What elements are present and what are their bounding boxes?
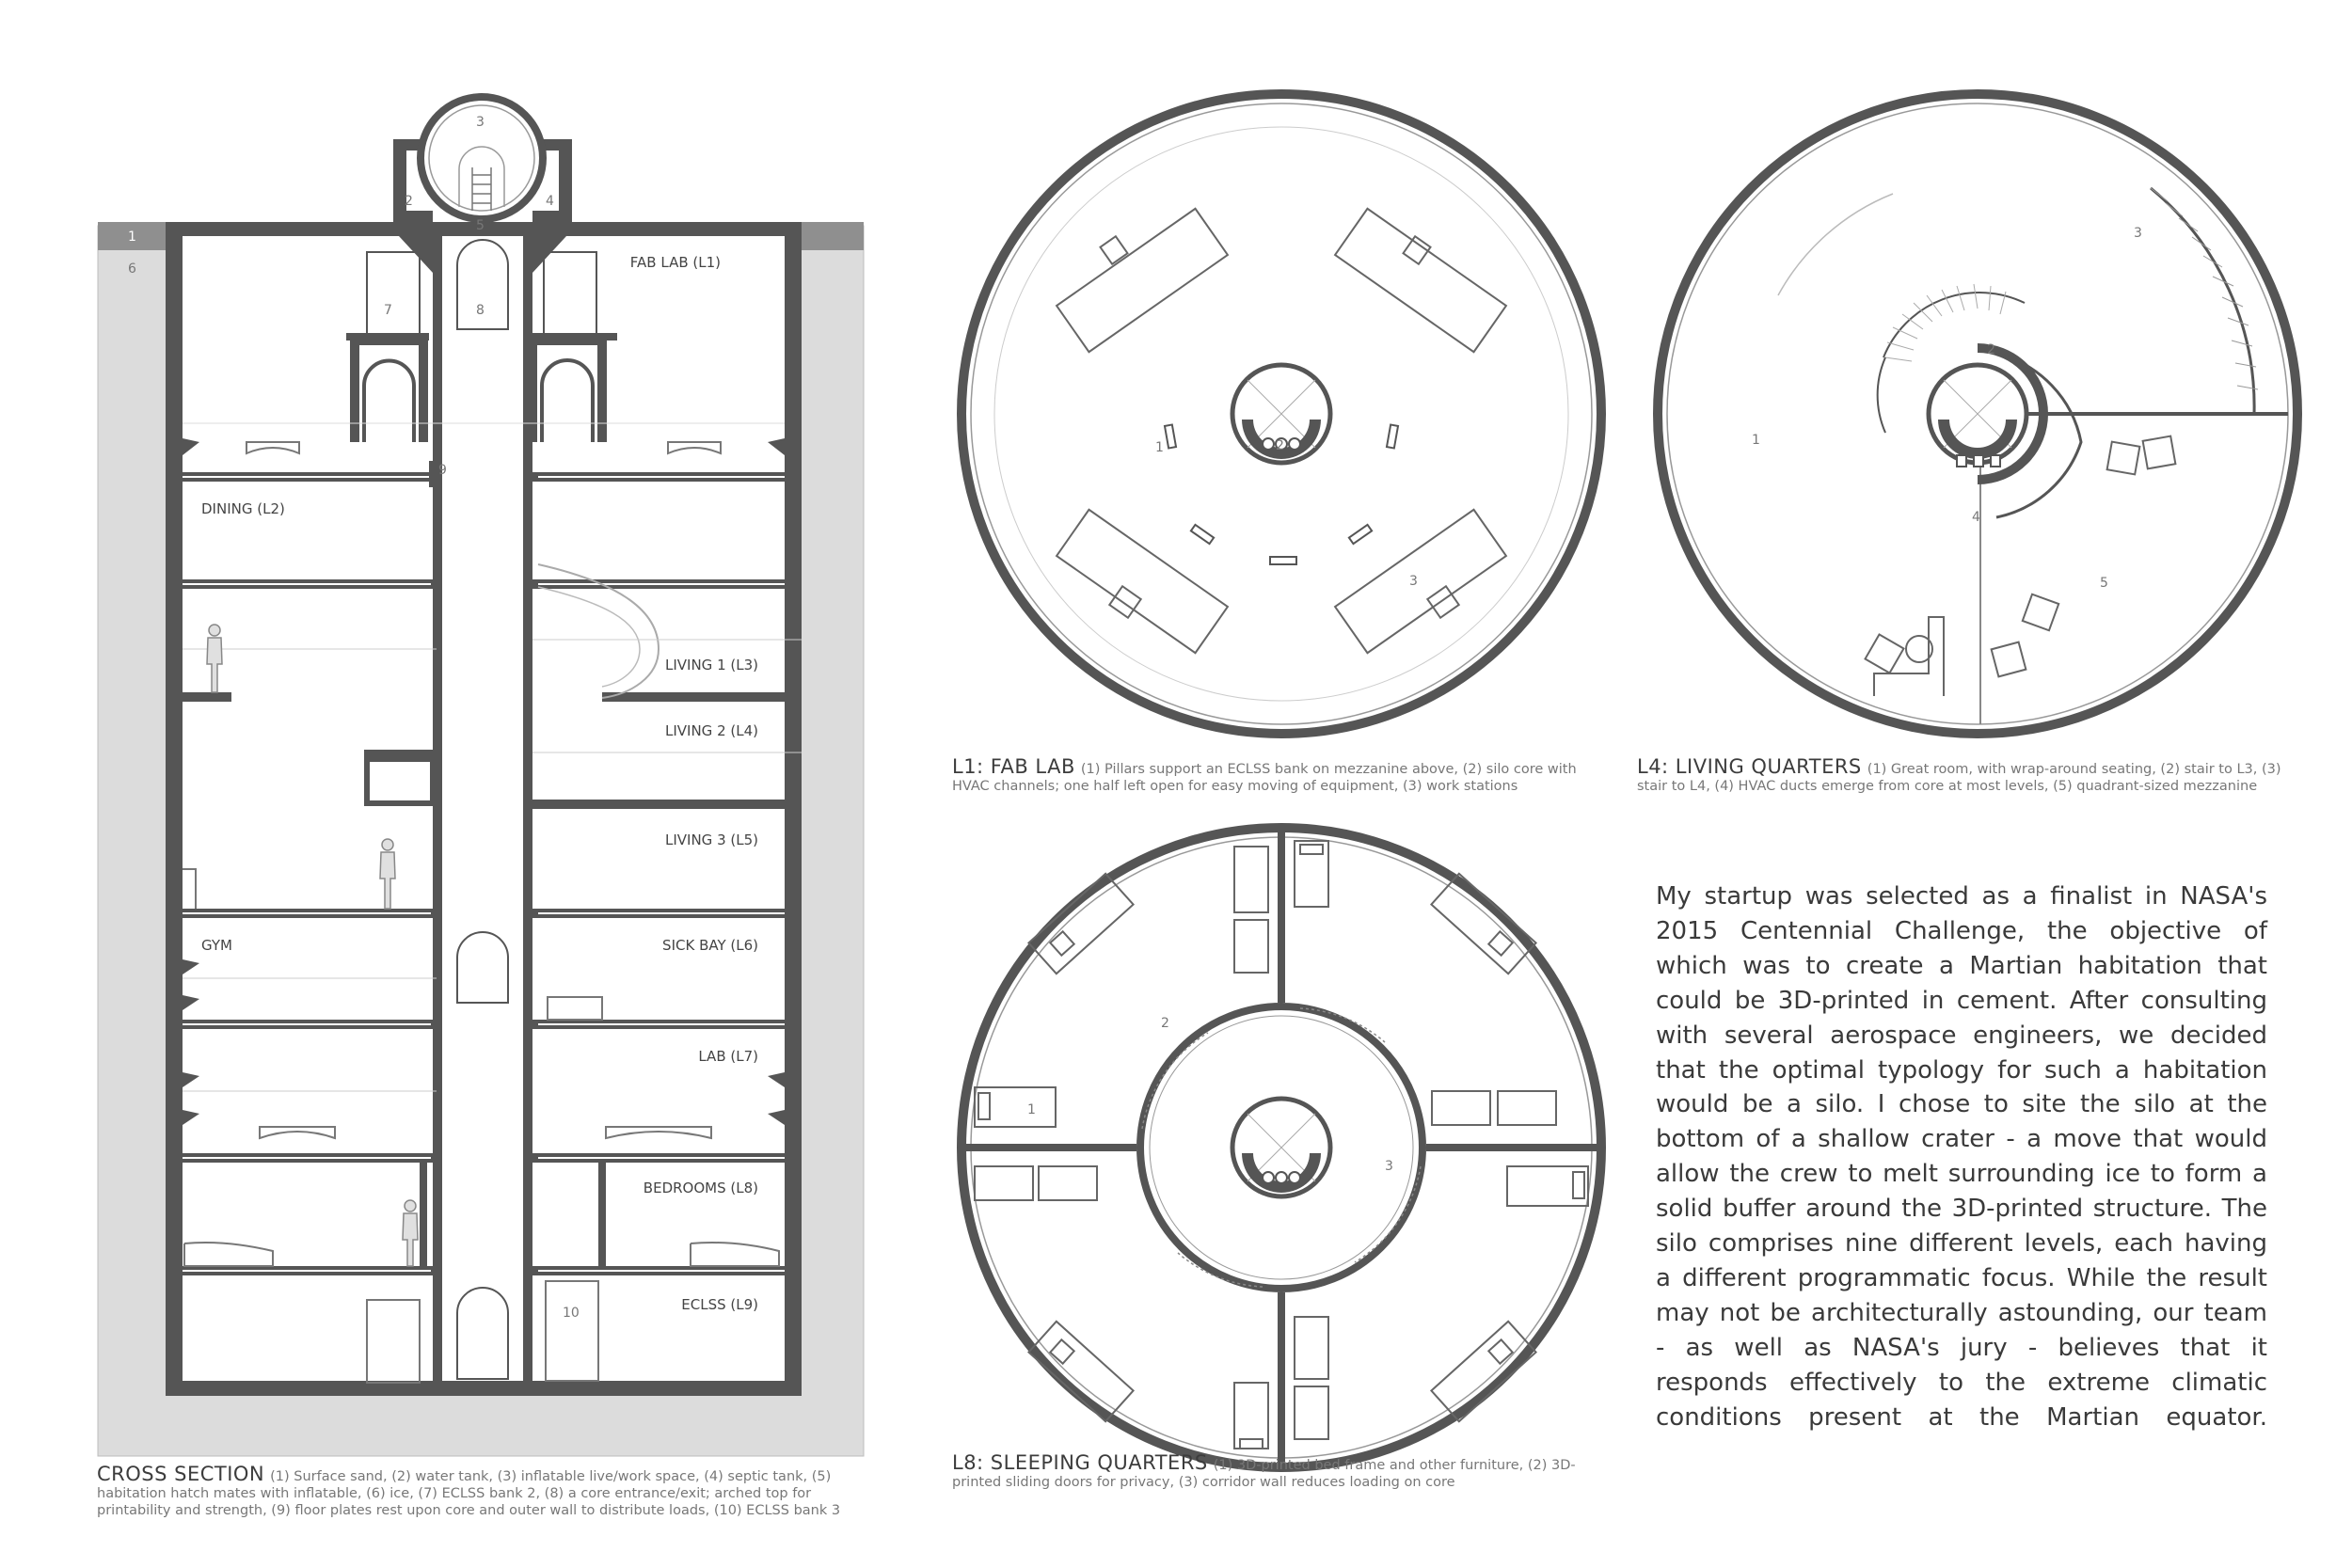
project-description: My startup was selected as a finalist in NASA's 2015 Centennial Challenge, the objective of which was to create a Martian habitation that could be 3D-printed in cement. After consulting with several aerospace engineers, we decided that the optimal typology for such a habitation would be a silo. I chose to site the silo at the bottom of a shallow crater - a move that would allow the crew to melt surrounding ice to form a solid buffer around the 3D-printed structure. The silo comprises nine different levels, each having a different programmatic focus. While the result may not be architecturally astounding, our team - as well as NASA's jury - believes that it responds effectively to the extreme climatic conditions present at the Martian equator. — [1656, 882, 2267, 1432]
level-label-l8: BEDROOMS (L8) — [643, 1180, 758, 1196]
fab-lab-marker-2: 2 — [1276, 438, 1284, 453]
level-label-l1: FAB LAB (L1) — [629, 254, 721, 271]
living-marker-1: 1 — [1752, 433, 1760, 448]
fab-lab-caption-title: L1: FAB LAB — [952, 755, 1075, 778]
level-label-l2: DINING (L2) — [201, 500, 285, 517]
fab-lab-caption-text: (1) Pillars support an ECLSS bank on mezzanine above, (2) silo core with HVAC channels; one half left open for easy moving of equipment, (3) work stations — [952, 762, 1577, 794]
level-label-gym: GYM — [201, 937, 232, 954]
living-quarters-plan — [1639, 75, 2316, 752]
living-marker-5: 5 — [2100, 576, 2108, 591]
living-hvac-ducts — [1957, 455, 2000, 467]
living-caption-text: (1) Great room, with wrap-around seating, (2) stair to L3, (3) stair to L4, (4) HVAC ducts emerge from core at most levels, (5) quadrant-sized mezzanine — [1637, 762, 2281, 794]
fab-lab-caption — [952, 755, 1592, 795]
fab-lab-marker-3: 3 — [1409, 574, 1418, 589]
sleeping-hvac-ducts — [1263, 1172, 1300, 1183]
marker-4: 4 — [546, 194, 554, 209]
sleeping-marker-2: 2 — [1161, 1016, 1169, 1031]
bedroom-partition-right — [598, 1163, 606, 1266]
marker-6: 6 — [128, 261, 136, 277]
fab-lab-plan — [943, 75, 1620, 752]
core-wall-right — [523, 222, 532, 1388]
living-caption-title: L4: LIVING QUARTERS — [1637, 755, 1862, 778]
level-label-l9: ECLSS (L9) — [681, 1296, 758, 1313]
marker-5: 5 — [476, 218, 485, 233]
sleeping-caption-text: (1) 3D-printed bed frame and other furniture, (2) 3D-printed sliding doors for privacy, (3) corridor wall reduces loading on core — [952, 1458, 1576, 1490]
level-label-l7: LAB (L7) — [698, 1048, 758, 1065]
sleeping-caption — [952, 1451, 1592, 1491]
level-label-l6: SICK BAY (L6) — [662, 937, 758, 954]
sleeping-marker-1: 1 — [1027, 1102, 1036, 1117]
sleeping-caption-title: L8: SLEEPING QUARTERS — [952, 1451, 1208, 1474]
living-marker-2: 2 — [1987, 342, 1995, 357]
marker-7: 7 — [384, 303, 392, 318]
marker-1: 1 — [128, 230, 136, 245]
marker-3: 3 — [476, 115, 485, 130]
marker-2: 2 — [405, 194, 413, 209]
level-label-l5: LIVING 3 (L5) — [665, 832, 758, 848]
fab-lab-marker-1: 1 — [1155, 440, 1164, 455]
sleeping-marker-3: 3 — [1385, 1159, 1393, 1174]
cross-section-caption — [97, 1465, 850, 1519]
living-marker-4: 4 — [1972, 510, 1980, 525]
living-marker-3: 3 — [2134, 226, 2142, 241]
cross-section-caption-title: CROSS SECTION — [97, 1463, 265, 1485]
sleeping-quarters-plan — [943, 809, 1620, 1486]
marker-9: 9 — [438, 463, 447, 478]
cross-section-drawing — [0, 0, 884, 1486]
surface-sand-right — [798, 222, 864, 250]
cross-section-caption-text: (1) Surface sand, (2) water tank, (3) inflatable live/work space, (4) septic tank, (5) habitation hatch mates with inflatable, (6) ice, (7) ECLSS bank 2, (8) a core entrance/exit; arched top for printability and strength, (9) floor plates rest upon core and outer wall to distribute loads, (10) ECLSS bank 3 — [97, 1469, 841, 1518]
marker-8: 8 — [476, 303, 485, 318]
level-label-l4: LIVING 2 (L4) — [665, 722, 758, 739]
bedroom-partition-left — [420, 1163, 427, 1266]
level-label-l3: LIVING 1 (L3) — [665, 657, 758, 673]
living-caption — [1637, 755, 2296, 795]
marker-10: 10 — [563, 1306, 580, 1321]
